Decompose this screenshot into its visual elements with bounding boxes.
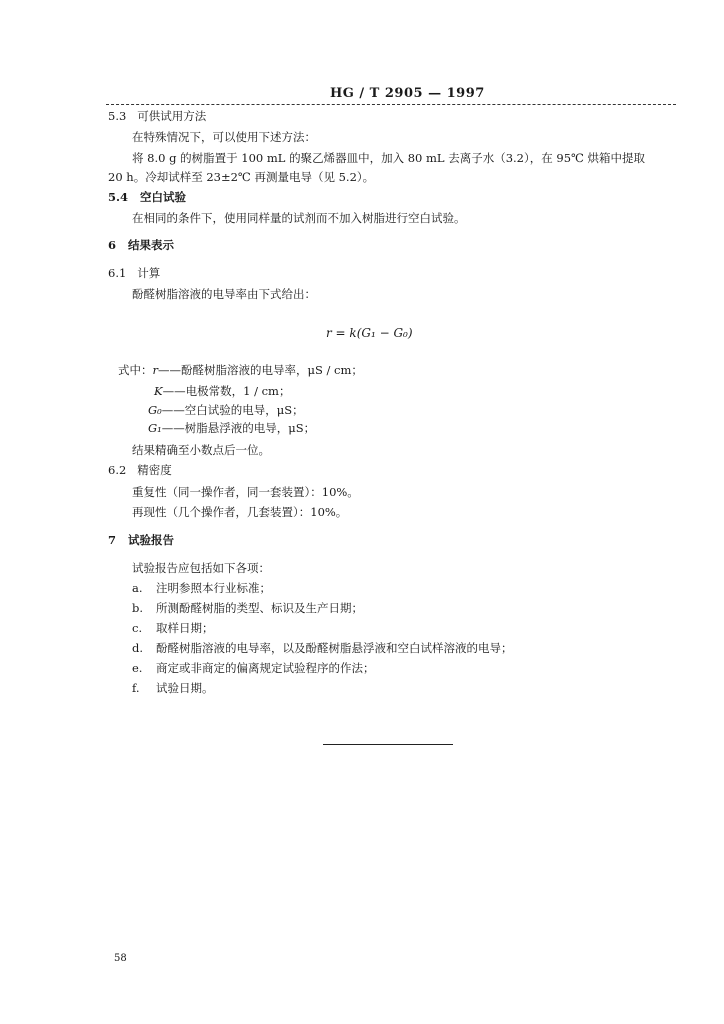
symbol: G₀ <box>148 403 162 417</box>
item-letter: c. <box>132 621 143 635</box>
item-text: 所测酚醛树脂的类型、标识及生产日期； <box>156 601 363 615</box>
definition-line <box>118 362 363 378</box>
definition-text: ——空白试验的电导，μS； <box>161 403 304 417</box>
section-title: 计算 <box>137 266 161 280</box>
section-5-4-heading <box>108 189 186 205</box>
item-text: 取样日期； <box>156 621 214 635</box>
section-6-2-heading <box>108 462 172 478</box>
section-number: 6 <box>108 238 117 252</box>
section-title: 空白试验 <box>140 190 187 204</box>
item-text: 注明参照本行业标准； <box>156 581 271 595</box>
section-title: 精密度 <box>137 463 172 477</box>
paragraph: 将 8.0 g 的树脂置于 100 mL 的聚乙烯器皿中，加入 80 mL 去离子水（3.2），在 95℃ 烘箱中提取 <box>132 151 646 165</box>
list-item <box>132 680 214 696</box>
definition-text: ——电极常数，1 / cm； <box>162 384 291 398</box>
item-letter: f. <box>132 681 140 695</box>
paragraph: 重复性（同一操作者，同一套装置）：10%。 <box>132 485 359 499</box>
page-number: 58 <box>114 953 127 964</box>
paragraph: 酚醛树脂溶液的电导率由下式给出： <box>132 287 316 301</box>
symbol: r <box>152 363 158 377</box>
item-text: 商定或非商定的偏离规定试验程序的作法； <box>156 661 375 675</box>
standard-code-header: HG / T 2905 — 1997 <box>330 86 485 101</box>
section-7-heading <box>108 532 174 548</box>
section-title: 可供试用方法 <box>137 109 207 123</box>
conductivity-formula: r = k(G₁ − G₀) <box>326 326 413 340</box>
paragraph: 试验报告应包括如下各项： <box>132 561 270 575</box>
header-divider <box>106 104 676 105</box>
list-item <box>132 640 513 656</box>
paragraph: 再现性（几个操作者，几套装置）：10%。 <box>132 505 348 519</box>
section-title: 结果表示 <box>128 238 175 252</box>
section-number: 5.4 <box>108 190 129 204</box>
item-letter: a. <box>132 581 143 595</box>
definition-line <box>148 420 315 436</box>
paragraph: 结果精确至小数点后一位。 <box>132 443 270 457</box>
list-item <box>132 580 271 596</box>
section-6-heading <box>108 237 174 253</box>
definition-line <box>148 402 304 418</box>
section-6-1-heading <box>108 265 160 281</box>
paragraph: 在特殊情况下，可以使用下述方法： <box>132 130 316 144</box>
item-letter: b. <box>132 601 144 615</box>
list-item <box>132 620 214 636</box>
end-of-standard-rule <box>323 744 453 745</box>
section-number: 5.3 <box>108 109 127 123</box>
item-letter: e. <box>132 661 143 675</box>
where-label: 式中： <box>118 363 153 377</box>
symbol: G₁ <box>148 421 162 435</box>
definition-text: ——酚醛树脂溶液的电导率，μS / cm； <box>158 363 363 377</box>
list-item <box>132 660 375 676</box>
section-title: 试验报告 <box>128 533 175 547</box>
item-text: 酚醛树脂溶液的电导率，以及酚醛树脂悬浮液和空白试样溶液的电导； <box>156 641 513 655</box>
item-text: 试验日期。 <box>156 681 214 695</box>
paragraph: 20 h。冷却试样至 23±2℃ 再测量电导（见 5.2）。 <box>108 170 375 184</box>
section-5-3-heading <box>108 108 206 124</box>
definition-text: ——树脂悬浮液的电导，μS； <box>161 421 316 435</box>
list-item <box>132 600 363 616</box>
section-number: 6.2 <box>108 463 127 477</box>
definition-line <box>154 383 290 399</box>
section-number: 6.1 <box>108 266 127 280</box>
symbol: K <box>154 384 163 398</box>
section-number: 7 <box>108 533 117 547</box>
paragraph: 在相同的条件下，使用同样量的试剂而不加入树脂进行空白试验。 <box>132 211 466 225</box>
item-letter: d. <box>132 641 144 655</box>
